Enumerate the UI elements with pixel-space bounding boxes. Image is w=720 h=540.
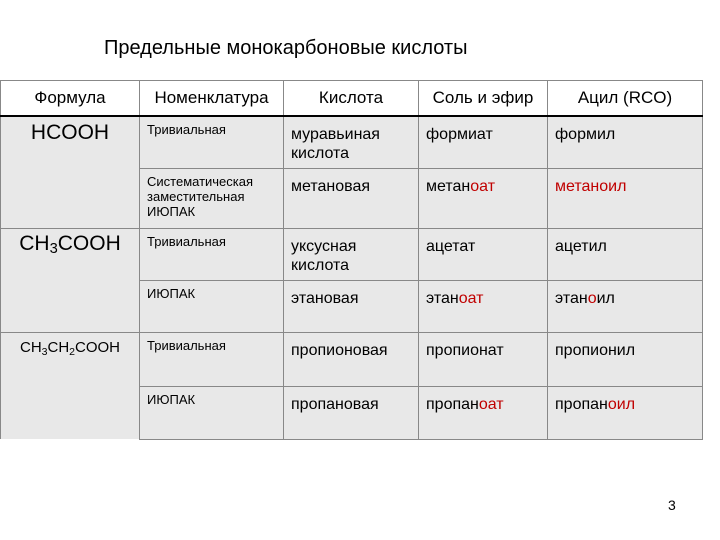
nomenclature-cell: Систематическая заместительная ИЮПАК xyxy=(140,168,284,228)
acid-cell: метановая xyxy=(284,168,419,228)
formula-acetic xyxy=(1,228,140,332)
acyl-suffix: метаноил xyxy=(555,177,627,195)
header-salt-ester: Соль и эфир xyxy=(419,81,548,117)
salt-cell xyxy=(419,332,548,386)
formula-subscript: 3 xyxy=(41,345,48,358)
acyl-cell xyxy=(548,168,703,228)
header-nomenclature: Номенклатура xyxy=(140,81,284,117)
page-number: 3 xyxy=(668,497,676,513)
salt-cell xyxy=(419,168,548,228)
salt-suffix: оат xyxy=(470,177,496,195)
formula-propionic xyxy=(1,332,140,439)
acyl-cell xyxy=(548,332,703,386)
acids-table xyxy=(0,80,703,440)
acid-cell: пропионовая xyxy=(284,332,419,386)
salt-base: этан xyxy=(426,289,459,307)
acyl-cell xyxy=(548,280,703,332)
table-row xyxy=(1,332,703,386)
acyl-base: формил xyxy=(555,126,616,143)
formula-part: CH xyxy=(19,338,42,356)
table-row xyxy=(1,228,703,280)
acyl-cell xyxy=(548,386,703,439)
acyl-base: ацетил xyxy=(555,237,607,255)
salt-cell xyxy=(419,116,548,168)
acyl-base: этан xyxy=(555,289,588,307)
formula-subscript: 3 xyxy=(49,240,58,257)
acid-cell: муравьиная кислота xyxy=(284,116,419,168)
formula-part: COOH xyxy=(57,231,121,255)
salt-base: метан xyxy=(426,177,471,195)
acyl-suffix: о xyxy=(587,289,597,307)
nomenclature-cell: Тривиальная xyxy=(140,116,284,168)
salt-suffix: оат xyxy=(458,289,484,307)
salt-base: пропан xyxy=(426,395,479,413)
acid-cell: пропановая xyxy=(284,386,419,439)
header-acid: Кислота xyxy=(284,81,419,117)
header-acyl: Ацил (RCO) xyxy=(548,81,703,117)
formula-part: CH xyxy=(19,231,50,255)
nomenclature-cell: ИЮПАК xyxy=(140,386,284,439)
acid-cell: этановая xyxy=(284,280,419,332)
page-title: Предельные монокарбоновые кислоты xyxy=(104,37,468,59)
salt-base: пропионат xyxy=(426,341,504,359)
formula-formic xyxy=(1,116,140,228)
acyl-rest: ил xyxy=(596,289,615,307)
formula-text: HCOOH xyxy=(30,121,110,144)
formula-part: COOH xyxy=(75,338,121,356)
nomenclature-cell: ИЮПАК xyxy=(140,280,284,332)
salt-cell xyxy=(419,386,548,439)
acyl-base: пропан xyxy=(555,395,608,413)
salt-suffix: оат xyxy=(478,395,504,413)
acyl-cell xyxy=(548,228,703,280)
table-header-row xyxy=(1,81,703,117)
formula-subscript: 2 xyxy=(69,345,76,358)
salt-cell xyxy=(419,280,548,332)
formula-part: CH xyxy=(47,338,70,356)
salt-base: ацетат xyxy=(426,237,476,255)
salt-base: формиат xyxy=(426,126,493,143)
table-row xyxy=(1,116,703,168)
salt-cell xyxy=(419,228,548,280)
acyl-base: пропионил xyxy=(555,341,636,359)
nomenclature-cell: Тривиальная xyxy=(140,228,284,280)
nomenclature-cell: Тривиальная xyxy=(140,332,284,386)
acyl-suffix: оил xyxy=(607,395,636,413)
acyl-cell xyxy=(548,116,703,168)
header-formula: Формула xyxy=(1,81,140,117)
acid-cell: уксусная кислота xyxy=(284,228,419,280)
